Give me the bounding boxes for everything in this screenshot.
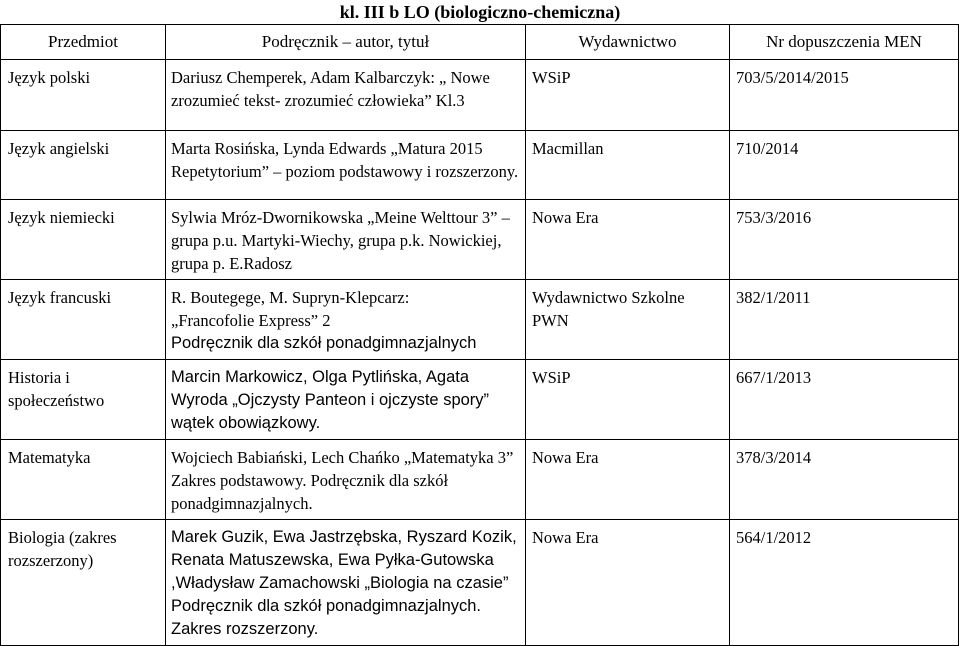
table-row — [1, 131, 959, 200]
publisher-cell: Wydawnictwo Szkolne PWN — [526, 280, 730, 360]
book-cell: Dariusz Chemperek, Adam Kalbarczyk: „ Nowe zrozumieć tekst- zrozumieć człowieka” Kl.3 — [166, 60, 526, 131]
approval-cell: 564/1/2012 — [730, 520, 959, 646]
book-cell: Marek Guzik, Ewa Jastrzębska, Ryszard Kozik, Renata Matuszewska, Ewa Pyłka-Gutowska ,Władysław Zamachowski „Biologia na czasie” Podręcznik dla szkół ponadgimnazjalnych. Zakres rozszerzony. — [166, 520, 526, 646]
publisher-cell: Macmillan — [526, 131, 730, 200]
book-cell: Wojciech Babiański, Lech Chańko „Matematyka 3” Zakres podstawowy. Podręcznik dla szkół ponadgimnazjalnych. — [166, 440, 526, 520]
subject-cell: Język niemiecki — [1, 200, 166, 280]
publisher-cell: WSiP — [526, 60, 730, 131]
approval-cell: 667/1/2013 — [730, 360, 959, 440]
publisher-cell: Nowa Era — [526, 200, 730, 280]
table-row — [1, 60, 959, 131]
approval-cell: 703/5/2014/2015 — [730, 60, 959, 131]
book-line: R. Boutegege, M. Supryn-Klepcarz: — [171, 288, 410, 307]
subject-cell: Język polski — [1, 60, 166, 131]
table-row — [1, 360, 959, 440]
subject-cell: Biologia (zakres rozszerzony) — [1, 520, 166, 646]
book-cell — [166, 280, 526, 360]
table-row — [1, 440, 959, 520]
textbook-table — [0, 24, 959, 646]
table-row — [1, 520, 959, 646]
book-line: Podręcznik dla szkół ponadgimnazjalnych — [171, 334, 477, 352]
header-book: Podręcznik – autor, tytuł — [166, 25, 526, 60]
approval-cell: 710/2014 — [730, 131, 959, 200]
publisher-cell: WSiP — [526, 360, 730, 440]
publisher-cell: Nowa Era — [526, 520, 730, 646]
publisher-cell: Nowa Era — [526, 440, 730, 520]
approval-cell: 378/3/2014 — [730, 440, 959, 520]
subject-cell: Matematyka — [1, 440, 166, 520]
header-subject: Przedmiot — [1, 25, 166, 60]
book-cell: Marcin Markowicz, Olga Pytlińska, Agata Wyroda „Ojczysty Panteon i ojczyste spory” wątek obowiązkowy. — [166, 360, 526, 440]
header-row — [1, 25, 959, 60]
subject-cell: Język angielski — [1, 131, 166, 200]
book-line: „Francofolie Express” 2 — [171, 311, 331, 330]
approval-cell: 753/3/2016 — [730, 200, 959, 280]
header-approval: Nr dopuszczenia MEN — [730, 25, 959, 60]
table-row — [1, 200, 959, 280]
book-cell: Sylwia Mróz-Dwornikowska „Meine Welttour 3” – grupa p.u. Martyki-Wiechy, grupa p.k. Nowickiej, grupa p. E.Radosz — [166, 200, 526, 280]
book-cell: Marta Rosińska, Lynda Edwards „Matura 2015 Repetytorium” – poziom podstawowy i rozszerzony. — [166, 131, 526, 200]
subject-cell: Język francuski — [1, 280, 166, 360]
table-row — [1, 280, 959, 360]
header-publisher: Wydawnictwo — [526, 25, 730, 60]
page-title: kl. III b LO (biologiczno-chemiczna) — [339, 2, 621, 22]
subject-cell: Historia i społeczeństwo — [1, 360, 166, 440]
approval-cell: 382/1/2011 — [730, 280, 959, 360]
